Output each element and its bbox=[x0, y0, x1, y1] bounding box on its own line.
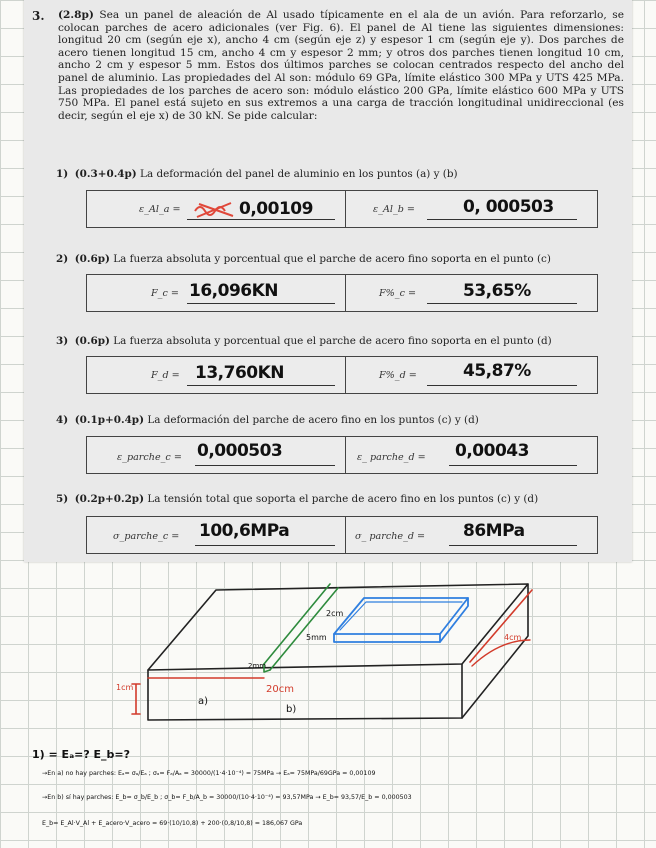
label-eps-parche-d: ε_ parche_d = bbox=[357, 452, 426, 463]
question-5: 5) (0.2p+0.2p) La tensión total que soporta el parche de acero fino en los puntos (c) y (d) bbox=[56, 493, 539, 505]
crossed-out-scribble bbox=[191, 199, 237, 221]
notes-line-2: →En a) no hay parches: Eₐ= σₐ/Eₐ ; σₐ= Fₐ/Aₐ = 30000/(1·4·10⁻⁴) = 75MPa → Eₐ= 75MPa/69GPa = 0,00109 bbox=[42, 770, 376, 777]
answer-f-c: 16,096KN bbox=[189, 281, 279, 301]
label-eps-al-b: ε_Al_b = bbox=[373, 204, 415, 215]
answer-box-3 bbox=[86, 356, 598, 394]
label-fpct-d: F%_d = bbox=[379, 370, 417, 381]
answer-box-5 bbox=[86, 516, 598, 554]
label-sigma-parche-d: σ_ parche_d = bbox=[355, 531, 426, 542]
label-eps-al-a: ε_Al_a = bbox=[139, 204, 181, 215]
notes-line-1: 1) = Eₐ=? E_b=? bbox=[32, 748, 131, 761]
dim-5mm: 5mm bbox=[306, 633, 327, 642]
dim-2cm-top: 2cm bbox=[326, 609, 344, 618]
label-f-c: F_c = bbox=[151, 288, 179, 299]
answer-box-4 bbox=[86, 436, 598, 474]
question-2: 2) (0.6p) La fuerza absoluta y porcentual que el parche de acero fino soporta en el punto (c) bbox=[56, 253, 551, 265]
notes-line-3: →En b) sí hay parches: E_b= σ_b/E_b ; σ_b= F_b/A_b = 30000/(10·4·10⁻⁴) = 93,57MPa → E_b= 93,57/E_b = 0,000503 bbox=[42, 794, 412, 801]
notes-line-4: E_b= E_Al·V_Al + E_acero·V_acero = 69·(10/10,8) + 200·(0,8/10,8) = 186,067 GPa bbox=[42, 820, 303, 827]
label-fpct-c: F%_c = bbox=[379, 288, 417, 299]
answer-fpct-c: 53,65% bbox=[463, 281, 531, 301]
answer-sigma-parche-c: 100,6MPa bbox=[199, 521, 290, 541]
answer-eps-parche-d: 0,00043 bbox=[455, 441, 529, 461]
answer-eps-al-b: 0, 000503 bbox=[463, 197, 554, 217]
point-a: a) bbox=[198, 696, 209, 707]
question-4: 4) (0.1p+0.4p) La deformación del parche de acero fino en los puntos (c) y (d) bbox=[56, 414, 479, 426]
dim-2mm: 2mm bbox=[248, 662, 267, 670]
problem-points: (2.8p) bbox=[58, 9, 94, 21]
answer-f-d: 13,760KN bbox=[195, 363, 285, 383]
label-f-d: F_d = bbox=[151, 370, 180, 381]
dim-1cm: 1cm bbox=[116, 683, 134, 692]
answer-eps-parche-c: 0,000503 bbox=[197, 441, 283, 461]
question-1: 1) (0.3+0.4p) La deformación del panel de aluminio en los puntos (a) y (b) bbox=[56, 168, 458, 180]
label-sigma-parche-c: σ_parche_c = bbox=[113, 531, 180, 542]
question-3: 3) (0.6p) La fuerza absoluta y porcentual que el parche de acero fino soporta en el punto (d) bbox=[56, 335, 552, 347]
problem-number: 3. bbox=[32, 9, 45, 23]
exam-sheet bbox=[24, 0, 632, 562]
point-b: b) bbox=[286, 704, 297, 715]
dim-4cm: 4cm bbox=[504, 633, 522, 642]
answer-eps-al-a: 0,00109 bbox=[239, 199, 313, 219]
answer-box-1 bbox=[86, 190, 598, 228]
answer-fpct-d: 45,87% bbox=[463, 361, 531, 381]
label-eps-parche-c: ε_parche_c = bbox=[117, 452, 182, 463]
answer-box-2 bbox=[86, 274, 598, 312]
answer-sigma-parche-d: 86MPa bbox=[463, 521, 525, 541]
dim-20cm: 20cm bbox=[266, 684, 294, 695]
panel-sketch bbox=[0, 560, 656, 730]
problem-text: Sea un panel de aleación de Al usado típicamente en el ala de un avión. Para reforzarlo, se colocan parches de acero adicionales (ver Fig. 6). El panel de Al tiene las siguientes dimensiones: longitud 20 cm (según eje x), ancho 4 cm (según eje z) y espesor 1 cm (según eje y). Dos parches de acero tienen longitud 15 cm, ancho 4 cm y espesor 2 mm; y otros dos parches tienen longitud 10 cm, ancho 2 cm y espesor 5 mm. Estos dos últimos parches se colocan centrados respecto del ancho del panel de aluminio. Las propiedades del Al son: módulo 69 GPa, límite elástico 300 MPa y UTS 425 MPa. Las propiedades de los parches de acero son: módulo elástico 200 GPa, límite elástico 600 MPa y UTS 750 MPa. El panel está sujeto en sus extremos a una carga de tracción longitudinal unidireccional (es decir, según el eje x) de 30 kN. Se pide calcular: bbox=[58, 9, 625, 122]
problem-statement bbox=[58, 9, 624, 122]
